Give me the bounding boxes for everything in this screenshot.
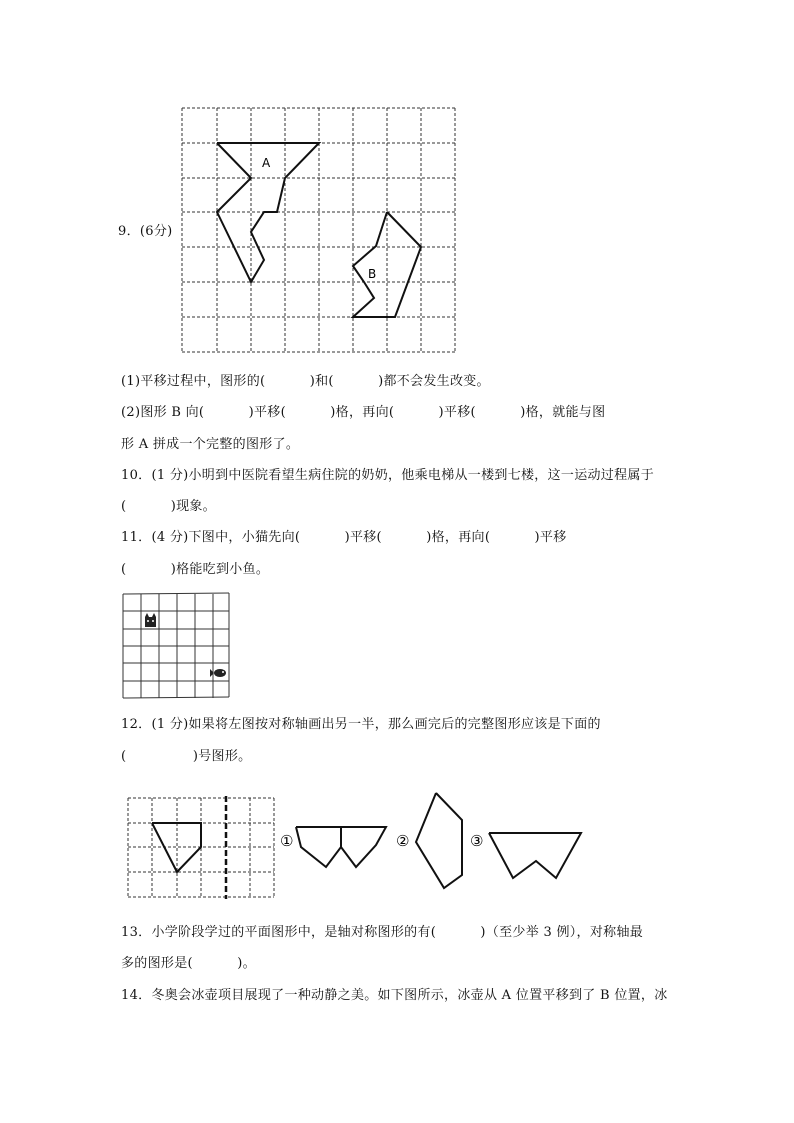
- cat-icon: [145, 613, 156, 627]
- q13-line1: 13．小学阶段学过的平面图形中，是轴对称图形的有( )（至少举 3 例），对称轴最: [121, 925, 644, 940]
- q9-number: 9．(6分): [118, 224, 173, 239]
- option-1-label: ①: [280, 832, 294, 850]
- fish-icon: [210, 669, 226, 677]
- q11-grid-figure: [122, 592, 232, 702]
- label-b: B: [368, 267, 377, 281]
- q9-line3: 形 A 拼成一个完整的图形了。: [121, 437, 300, 452]
- q11-line2: ( )格能吃到小鱼。: [121, 562, 270, 577]
- q9-line2: (2)图形 B 向( )平移( )格，再向( )平移( )格，就能与图: [121, 405, 606, 420]
- label-a: A: [262, 156, 271, 170]
- q10-line1: 10．(1 分)小明到中医院看望生病住院的奶奶，他乘电梯从一楼到七楼，这一运动过程属于: [121, 468, 654, 483]
- option-3-shape: [489, 833, 581, 878]
- q10-line2: ( )现象。: [121, 499, 216, 514]
- q11-line1: 11．(4 分)下图中，小猫先向( )平移( )格，再向( )平移: [121, 530, 567, 545]
- q12-line1: 12．(1 分)如果将左图按对称轴画出另一半，那么画完后的完整图形应该是下面的: [121, 717, 601, 732]
- q9-line1: (1)平移过程中，图形的( )和( )都不会发生改变。: [121, 374, 490, 389]
- q9-grid-figure: [180, 106, 460, 356]
- q12-line2: ( )号图形。: [121, 749, 252, 764]
- option-2-shape: [416, 793, 462, 888]
- q11-solid-grid: [123, 593, 229, 698]
- option-2-label: ②: [396, 832, 410, 850]
- q12-figure: [126, 790, 596, 900]
- option-3-label: ③: [470, 832, 484, 850]
- q13-line2: 多的图形是( )。: [121, 956, 256, 971]
- q9-score: (6分): [139, 224, 173, 239]
- q14-line1: 14．冬奥会冰壶项目展现了一种动静之美。如下图所示，冰壶从 A 位置平移到了 B 位置，冰: [121, 988, 668, 1003]
